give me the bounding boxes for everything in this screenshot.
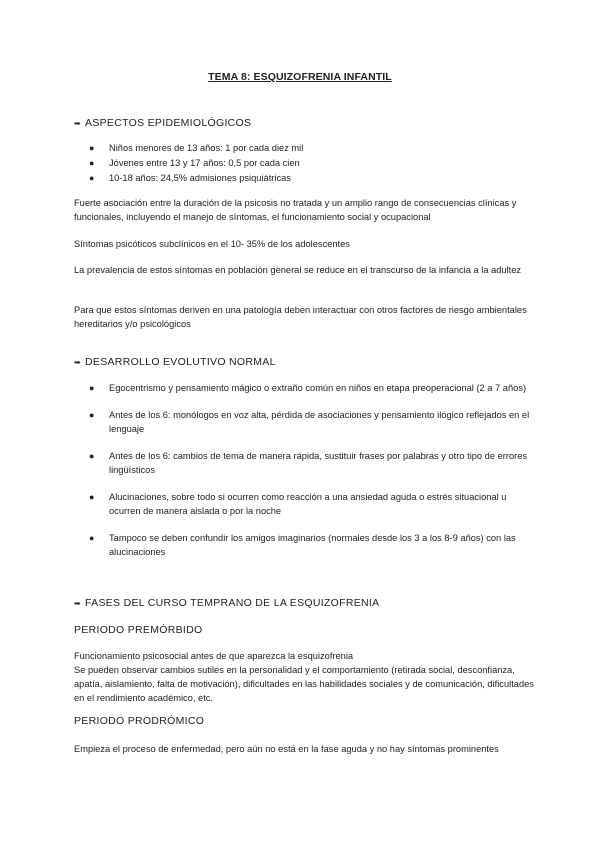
section-heading-fases [74, 597, 379, 609]
bullet-icon: ● [89, 492, 95, 502]
development-bullet-list [74, 381, 534, 572]
arrow-icon: ➥ [74, 599, 82, 608]
section-heading-label: FASES DEL CURSO TEMPRANO DE LA ESQUIZOFRENIA [85, 597, 380, 609]
list-item: ● Egocentrismo y pensamiento mágico o extraño común en niños en etapa preoperacional (2 a 7 años) [89, 383, 527, 393]
bullet-icon: ● [89, 383, 95, 393]
subheading-premorbido: PERIODO PREMÓRBIDO [74, 624, 203, 636]
document-title: TEMA 8: ESQUIZOFRENIA INFANTIL [208, 71, 392, 83]
list-item: ● Niños menores de 13 años: 1 por cada diez mil [89, 143, 304, 153]
bullet-icon: ● [89, 158, 95, 168]
section-heading-desarrollo [74, 356, 276, 368]
epidemiology-bullet-list [74, 141, 534, 186]
list-item: ● Alucinaciones, sobre todo si ocurren como reacción a una ansiedad aguda o estrés situacional u ocurren de manera aislada o por la noche [89, 492, 507, 516]
bullet-icon: ● [89, 533, 95, 543]
bullet-icon: ● [89, 143, 95, 153]
arrow-icon: ➥ [74, 358, 82, 367]
section-heading-epidemiologia [74, 117, 251, 129]
list-item: ● 10-18 años: 24,5% admisiones psiquiátricas [89, 173, 291, 183]
subheading-prodromico: PERIODO PRODRÓMICO [74, 715, 205, 727]
list-item: ● Antes de los 6: monólogos en voz alta, pérdida de asociaciones y pensamiento ilógico reflejados en el lenguaje [89, 410, 530, 434]
list-item: ● Jóvenes entre 13 y 17 años: 0,5 por cada cien [89, 158, 300, 168]
paragraph: La prevalencia de estos síntomas en población general se reduce en el transcurso de la infancia a la adultez [74, 265, 522, 275]
paragraph: Funcionamiento psicosocial antes de que aparezca la esquizofrenia Se pueden observar cambios sutiles en la personalidad y el comportamiento (retirada social, desconfianza, apatía, aislamiento, falta de motivación), dificultades en las habilidades sociales y de comunicación, dificultades en el rendimiento académico, etc. [74, 651, 534, 703]
paragraph: Para que estos síntomas deriven en una patología deben interactuar con otros factores de riesgo ambientales hereditarios y/o psicológicos [74, 305, 527, 329]
section-heading-label: DESARROLLO EVOLUTIVO NORMAL [85, 356, 276, 368]
list-item: ● Tampoco se deben confundir los amigos imaginarios (normales desde los 3 a los 8-9 años) con las alucinaciones [89, 533, 516, 557]
list-item: ● Antes de los 6: cambios de tema de manera rápida, sustituir frases por palabras y otro tipo de errores lingüísticos [89, 451, 528, 475]
bullet-icon: ● [89, 451, 95, 461]
bullet-icon: ● [89, 173, 95, 183]
paragraph: Síntomas psicóticos subclínicos en el 10- 35% de los adolescentes [74, 239, 350, 249]
paragraph: Empieza el proceso de enfermedad, pero aún no está en la fase aguda y no hay síntomas prominentes [74, 744, 499, 754]
bullet-icon: ● [89, 410, 95, 420]
arrow-icon: ➥ [74, 119, 82, 128]
section-heading-label: ASPECTOS EPIDEMIOLÓGICOS [85, 117, 252, 129]
paragraph: Fuerte asociación entre la duración de la psicosis no tratada y un amplio rango de consecuencias clínicas y funcionales, incluyendo el manejo de síntomas, el funcionamiento social y ocupacional [74, 198, 517, 222]
